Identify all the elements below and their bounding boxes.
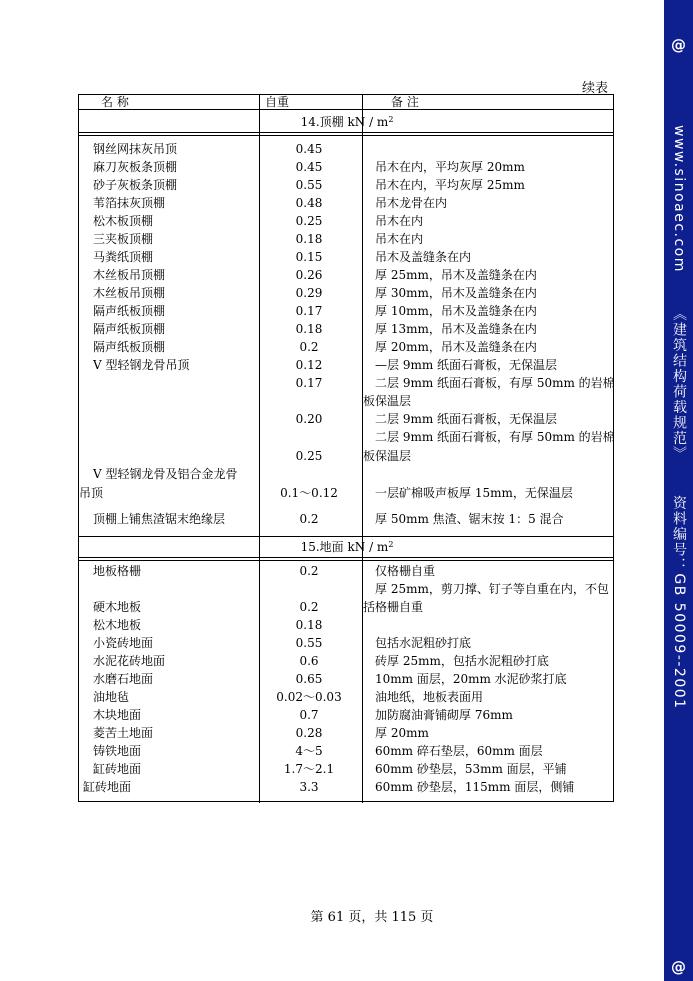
list-item: 缸砖地面: [93, 762, 142, 776]
list-item: 0.18: [295, 232, 323, 246]
list-item: 1.7～2.1: [283, 762, 335, 776]
list-item: 厚 20mm: [375, 726, 429, 740]
list-item: 0.2: [299, 340, 319, 354]
list-item: 0.28: [295, 726, 323, 740]
list-item: 60mm 碎石垫层，60mm 面层: [375, 744, 543, 758]
list-item: 厚 30mm，吊木及盖缝条在内: [375, 286, 537, 300]
list-item: 麻刀灰板条顶棚: [93, 160, 178, 174]
list-item: 顶棚上铺焦渣锯末绝缘层: [93, 512, 226, 526]
header-rule: [79, 109, 613, 110]
list-item: 括格栅自重: [363, 600, 424, 614]
list-item: 0.25: [295, 449, 323, 463]
list-item: 60mm 砂垫层，115mm 面层，侧铺: [375, 780, 575, 794]
list-item: 0.1～0.12: [280, 486, 338, 500]
list-item: 厚 25mm，剪刀撑、钉子等自重在内，不包: [375, 582, 609, 596]
list-item: 板保温层: [363, 449, 412, 463]
list-item: 3.3: [299, 780, 319, 794]
list-item: 厚 13mm，吊木及盖缝条在内: [375, 322, 537, 336]
list-item: V 型轻钢龙骨吊顶: [93, 358, 190, 372]
list-item: 0.2: [299, 512, 319, 526]
list-item: 0.02～0.03: [276, 690, 342, 704]
list-item: 加防腐油膏铺砌厚 76mm: [375, 708, 513, 722]
list-item: 二层 9mm 纸面石膏板，有厚 50mm 的岩棉: [375, 376, 615, 390]
section2-rule: [79, 557, 613, 561]
list-item: 0.7: [299, 708, 319, 722]
list-item: 0.55: [295, 636, 323, 650]
list-item: 厚 10mm，吊木及盖缝条在内: [375, 304, 537, 318]
list-item: 油地毡: [93, 690, 130, 704]
list-item: 厚 20mm，吊木及盖缝条在内: [375, 340, 537, 354]
continued-label: 续表: [582, 81, 609, 96]
list-item: 二层 9mm 纸面石膏板，有厚 50mm 的岩棉: [375, 430, 615, 444]
list-item: 板保温层: [363, 394, 412, 408]
list-item: 包括水泥粗砂打底: [375, 636, 472, 650]
sidebar-website: www.sinoaec.com: [671, 125, 687, 273]
header-note: 备 注: [391, 95, 419, 109]
sidebar-doc-code: 资料编号：GB 50009--2001: [671, 495, 687, 710]
load-table: [78, 94, 614, 802]
sidebar-bottom-mark: @: [671, 958, 686, 976]
list-item: 0.17: [295, 376, 323, 390]
list-item: 0.6: [299, 654, 319, 668]
section1-rule: [79, 132, 613, 136]
list-item: 60mm 砂垫层，53mm 面层，平铺: [375, 762, 567, 776]
sidebar-vertical-text: [668, 125, 689, 710]
list-item: 0.25: [295, 214, 323, 228]
list-item: 油地纸，地板表面用: [375, 690, 484, 704]
list-item: 吊木龙骨在内: [375, 196, 448, 210]
list-item: 0.2: [299, 600, 319, 614]
list-item: V 型轻钢龙骨及铝合金龙骨: [93, 467, 238, 481]
list-item: 10mm 面层，20mm 水泥砂浆打底: [375, 672, 567, 686]
list-item: 木块地面: [93, 708, 142, 722]
list-item: —层 9mm 纸面石膏板，无保温层: [375, 358, 558, 372]
list-item: 吊木在内: [375, 214, 424, 228]
sidebar-top-mark: @: [671, 36, 686, 54]
list-item: 0.29: [295, 286, 323, 300]
list-item: 二层 9mm 纸面石膏板，无保温层: [375, 412, 558, 426]
list-item: 隔声纸板顶棚: [93, 304, 166, 318]
list-item: 吊木在内: [375, 232, 424, 246]
list-item: 隔声纸板顶棚: [93, 340, 166, 354]
list-item: 铸铁地面: [93, 744, 142, 758]
list-item: 钢丝网抹灰吊顶: [93, 142, 178, 156]
list-item: 0.48: [295, 196, 323, 210]
list-item: 砖厚 25mm，包括水泥粗砂打底: [375, 654, 549, 668]
list-item: 三夹板顶棚: [93, 232, 154, 246]
list-item: 4～5: [295, 744, 323, 758]
list-item: 0.45: [295, 142, 323, 156]
section1-bottom-rule: [79, 536, 613, 537]
list-item: 隔声纸板顶棚: [93, 322, 166, 336]
list-item: 0.12: [295, 358, 323, 372]
list-item: 硬木地板: [93, 600, 142, 614]
list-item: 0.17: [295, 304, 323, 318]
list-item: 吊木及盖缝条在内: [375, 250, 472, 264]
list-item: 0.15: [295, 250, 323, 264]
list-item: 0.20: [295, 412, 323, 426]
list-item: 0.18: [295, 322, 323, 336]
list-item: 水泥花砖地面: [93, 654, 166, 668]
list-item: 0.26: [295, 268, 323, 282]
list-item: 水磨石地面: [93, 672, 154, 686]
list-item: 松木板顶棚: [93, 214, 154, 228]
list-item: 马粪纸顶棚: [93, 250, 154, 264]
list-item: 厚 50mm 焦渣、锯末按 1：5 混合: [375, 512, 564, 526]
list-item: 0.2: [299, 564, 319, 578]
page-number: 第 61 页，共 115 页: [310, 910, 434, 925]
list-item: 小瓷砖地面: [93, 636, 154, 650]
section2-title: 15.地面 kN / $m^2$: [300, 540, 394, 554]
sidebar-banner: [664, 0, 693, 981]
list-item: 仅格栅自重: [375, 564, 436, 578]
list-item: 木丝板吊顶棚: [93, 286, 166, 300]
section1-title: 14.顶棚 kN / $m^2$: [300, 115, 394, 129]
list-item: 吊木在内，平均灰厚 25mm: [375, 178, 525, 192]
list-item: 苇箔抹灰顶棚: [93, 196, 166, 210]
list-item: 缸砖地面: [83, 780, 132, 794]
list-item: 松木地板: [93, 618, 142, 632]
list-item: 吊木在内，平均灰厚 20mm: [375, 160, 525, 174]
sidebar-book-title: 《建筑结构荷载规范》: [671, 306, 687, 462]
list-item: 砂子灰板条顶棚: [93, 178, 178, 192]
list-item: 0.18: [295, 618, 323, 632]
header-name: 名 称: [101, 95, 129, 109]
list-item: 0.65: [295, 672, 323, 686]
list-item: 厚 25mm，吊木及盖缝条在内: [375, 268, 537, 282]
list-item: 一层矿棉吸声板厚 15mm，无保温层: [375, 486, 573, 500]
list-item: 0.45: [295, 160, 323, 174]
list-item: 0.55: [295, 178, 323, 192]
list-item: 吊顶: [79, 486, 104, 500]
list-item: 菱苦土地面: [93, 726, 154, 740]
header-weight: 自重: [265, 95, 290, 109]
list-item: 地板格栅: [93, 564, 142, 578]
list-item: 木丝板吊顶棚: [93, 268, 166, 282]
